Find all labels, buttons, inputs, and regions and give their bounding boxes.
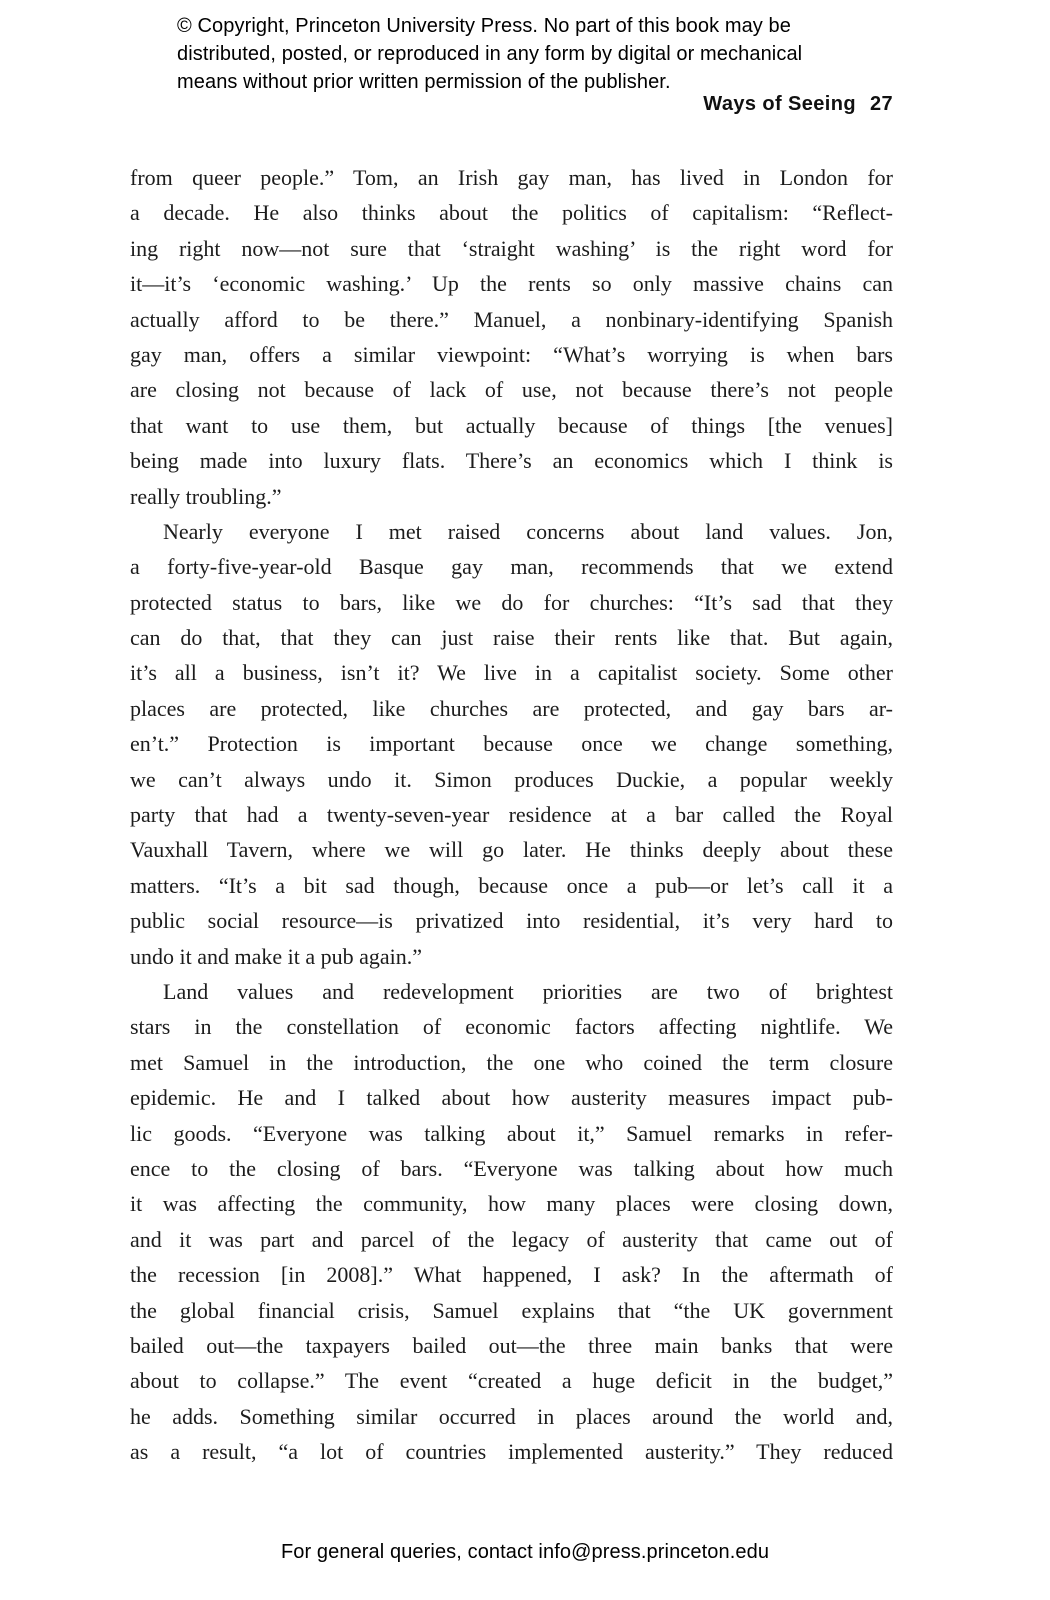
body-line: actually afford to be there.” Manuel, a nonbinary-identifying Spanish [130,306,893,332]
body-line: a forty-five-year-old Basque gay man, recommends that we extend [130,554,893,580]
body-line: Vauxhall Tavern, where we will go later. He thinks deeply about these [130,837,893,863]
body-line: undo it and make it a pub again.” [130,943,423,969]
body-line: stars in the constellation of economic factors affecting nightlife. We [130,1014,893,1040]
body-line: being made into luxury flats. There’s an economics which I think is [130,448,893,474]
body-line: Land values and redevelopment priorities are two of brightest [163,978,893,1004]
body-line: epidemic. He and I talked about how austerity measures impact pub- [130,1085,893,1111]
body-line: we can’t always undo it. Simon produces Duckie, a popular weekly [130,766,893,792]
body-line: it’s all a business, isn’t it? We live in a capitalist society. Some other [130,660,893,686]
body-text [130,160,893,1469]
running-head-title: Ways of Seeing [703,93,856,115]
page-number: 27 [869,93,893,115]
body-line: and it was part and parcel of the legacy of austerity that came out of [130,1226,893,1252]
body-line: that want to use them, but actually because of things [the venues] [130,412,893,438]
body-line: are closing not because of lack of use, not because there’s not people [130,377,893,403]
body-line: lic goods. “Everyone was talking about it,” Samuel remarks in refer- [130,1120,893,1146]
paragraph [130,974,893,1469]
body-line: en’t.” Protection is important because once we change something, [130,731,893,757]
body-line: can do that, that they can just raise their rents like that. But again, [130,625,893,651]
body-line: the recession [in 2008].” What happened, I ask? In the aftermath of [130,1262,893,1288]
body-line: gay man, offers a similar viewpoint: “What’s worrying is when bars [130,341,893,367]
body-line: as a result, “a lot of countries implemented austerity.” They reduced [130,1439,893,1465]
copyright-notice [177,12,802,96]
body-line: from queer people.” Tom, an Irish gay man, has lived in London for [130,165,893,190]
body-line: a decade. He also thinks about the politics of capitalism: “Reflect- [130,200,893,226]
paragraph [130,160,893,514]
body-line: really troubling.” [130,483,282,509]
copyright-line: distributed, posted, or reproduced in any form by digital or mechanical [177,43,803,65]
body-line: public social resource—is privatized into residential, it’s very hard to [130,908,893,934]
body-line: he adds. Something similar occurred in places around the world and, [130,1403,893,1429]
running-head [703,93,893,116]
footer-contact-text: For general queries, contact info@press.princeton.edu [280,1541,770,1563]
body-line: places are protected, like churches are protected, and gay bars ar- [130,695,893,721]
body-line: matters. “It’s a bit sad though, because once a pub—or let’s call it a [130,872,893,898]
body-line: it—it’s ‘economic washing.’ Up the rents so only massive chains can [130,271,893,297]
copyright-line: means without prior written permission of the publisher. [177,71,671,93]
body-line: met Samuel in the introduction, the one who coined the term closure [130,1049,893,1075]
paragraph [130,514,893,974]
body-line: party that had a twenty-seven-year residence at a bar called the Royal [130,802,893,828]
body-line: ing right now—not sure that ‘straight washing’ is the right word for [130,235,893,261]
copyright-line: © Copyright, Princeton University Press. No part of this book may be [177,15,792,37]
body-line: Nearly everyone I met raised concerns about land values. Jon, [163,518,893,544]
body-line: ence to the closing of bars. “Everyone was talking about how much [130,1155,893,1181]
body-line: protected status to bars, like we do for churches: “It’s sad that they [130,589,893,615]
footer-contact [0,1541,1050,1564]
body-line: it was affecting the community, how many places were closing down, [130,1191,893,1217]
body-line: bailed out—the taxpayers bailed out—the three main banks that were [130,1332,893,1358]
body-line: about to collapse.” The event “created a huge deficit in the budget,” [130,1368,893,1394]
body-line: the global financial crisis, Samuel explains that “the UK government [130,1297,893,1323]
